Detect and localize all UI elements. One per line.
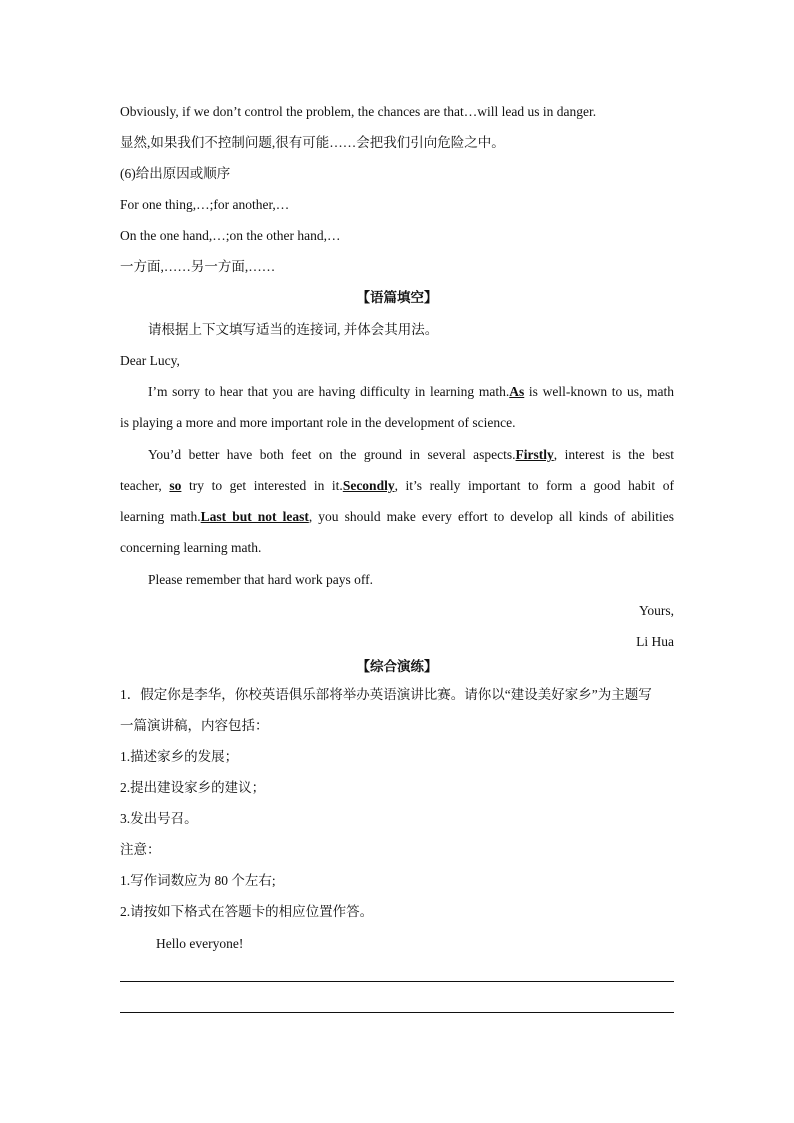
- text: is well-known to us, math: [524, 384, 674, 399]
- letter-greeting: Dear Lucy,: [120, 353, 180, 368]
- answer-secondly: Secondly: [342, 478, 395, 493]
- practice-heading: 【综合演练】: [356, 659, 438, 674]
- answer-last-but-not-least: Last but not least: [200, 509, 309, 524]
- note-label: 注意：: [120, 842, 161, 857]
- answer-firstly: Firstly: [515, 447, 554, 462]
- text: try to get interested in it.: [181, 478, 343, 493]
- question-1-line-1: 1．假定你是李华，你校英语俱乐部将举办英语演讲比赛。请你以“建设美好家乡”为主题写: [120, 687, 652, 702]
- phrase-for-one-thing: For one thing,…;for another,…: [120, 197, 290, 212]
- note-item-1: 1.写作词数应为 80 个左右;: [120, 873, 276, 888]
- text: , it’s really important to form a good habit of: [394, 478, 674, 493]
- phrase-on-one-hand-cn: 一方面,……另一方面,……: [120, 259, 276, 274]
- answer-line: [120, 1012, 674, 1013]
- cloze-heading: 【语篇填空】: [356, 290, 438, 305]
- letter-paragraph-1-line-2: is playing a more and more important role in the development of science.: [120, 415, 516, 430]
- answer-so: so: [169, 478, 182, 493]
- answer-line: [120, 981, 674, 982]
- text: You’d better have both feet on the ground in several aspects.: [148, 447, 516, 462]
- letter-closing: Yours,: [638, 603, 674, 618]
- letter-paragraph-3: Please remember that hard work pays off.: [148, 572, 374, 587]
- letter-signature: Li Hua: [636, 634, 674, 649]
- phrase-obviously-en: Obviously, if we don’t control the problem, the chances are that…will lead us in danger.: [120, 104, 597, 119]
- text: , interest is the best: [553, 447, 674, 462]
- cloze-instruction: 请根据上下文填写适当的连接词, 并体会其用法。: [148, 322, 439, 337]
- letter-paragraph-2-line-4: concerning learning math.: [120, 540, 262, 555]
- requirement-item-3: 3.发出号召。: [120, 811, 198, 826]
- requirement-item-2: 2.提出建设家乡的建议；: [120, 780, 266, 795]
- text: I’m sorry to hear that you are having difficulty in learning math.: [148, 384, 510, 399]
- letter-paragraph-2-line-1: [120, 445, 674, 465]
- requirement-item-1: 1.描述家乡的发展；: [120, 749, 239, 764]
- phrase-on-one-hand: On the one hand,…;on the other hand,…: [120, 228, 341, 243]
- section-6-title: (6)给出原因或顺序: [120, 166, 231, 181]
- speech-opening: Hello everyone!: [156, 936, 244, 951]
- phrase-obviously-cn: 显然,如果我们不控制问题,很有可能……会把我们引向危险之中。: [120, 135, 505, 150]
- answer-as: As: [509, 384, 525, 399]
- text: learning math.: [120, 509, 201, 524]
- note-item-2: 2.请按如下格式在答题卡的相应位置作答。: [120, 904, 374, 919]
- letter-paragraph-2-line-2: [120, 476, 674, 496]
- text: , you should make every effort to develop all kinds of abilities: [308, 509, 674, 524]
- text: teacher,: [120, 478, 170, 493]
- question-1-line-2: 一篇演讲稿，内容包括：: [120, 718, 269, 733]
- letter-paragraph-2-line-3: [120, 507, 674, 527]
- letter-paragraph-1-line-1: [120, 382, 674, 402]
